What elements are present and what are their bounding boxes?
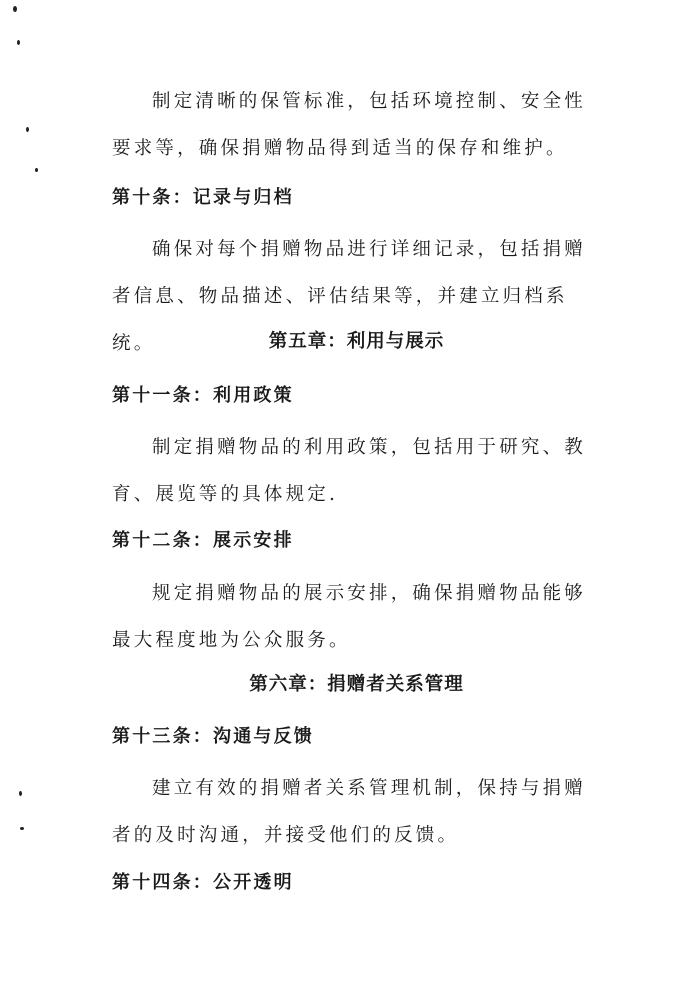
article-12-heading: 第十二条：展示安排: [112, 530, 294, 551]
paragraph-donor-communication: 建立有效的捐赠者关系管理机制，保持与捐赠者的及时沟通，并接受他们的反馈。: [112, 778, 587, 846]
chapter-6-heading: 第六章：捐赠者关系管理: [249, 674, 464, 695]
article-13-heading: 第十三条：沟通与反馈: [112, 726, 314, 747]
scan-speck: [17, 40, 20, 45]
paragraph-record-keeping: 确保对每个捐赠物品进行详细记录，包括捐赠者信息、物品描述、评估结果等，并建立归档系统。: [112, 239, 587, 354]
paragraph-storage-standards: 制定清晰的保管标准，包括环境控制、安全性要求等，确保捐赠物品得到适当的保存和维护。: [112, 91, 587, 159]
scan-speck: [19, 791, 22, 796]
scan-speck: [20, 827, 24, 830]
chapter-5-heading: 第五章：利用与展示: [268, 331, 445, 352]
article-11-heading: 第十一条：利用政策: [112, 385, 294, 406]
scan-speck: [13, 6, 17, 12]
paragraph-display-arrangement: 规定捐赠物品的展示安排，确保捐赠物品能够最大程度地为公众服务。: [112, 583, 587, 651]
scan-speck: [35, 168, 38, 172]
scan-speck: [26, 127, 29, 132]
paragraph-utilization-policy: 制定捐赠物品的利用政策，包括用于研究、教育、展览等的具体规定.: [112, 437, 587, 505]
article-14-heading: 第十四条：公开透明: [112, 872, 294, 893]
article-10-heading: 第十条：记录与归档: [112, 187, 294, 208]
